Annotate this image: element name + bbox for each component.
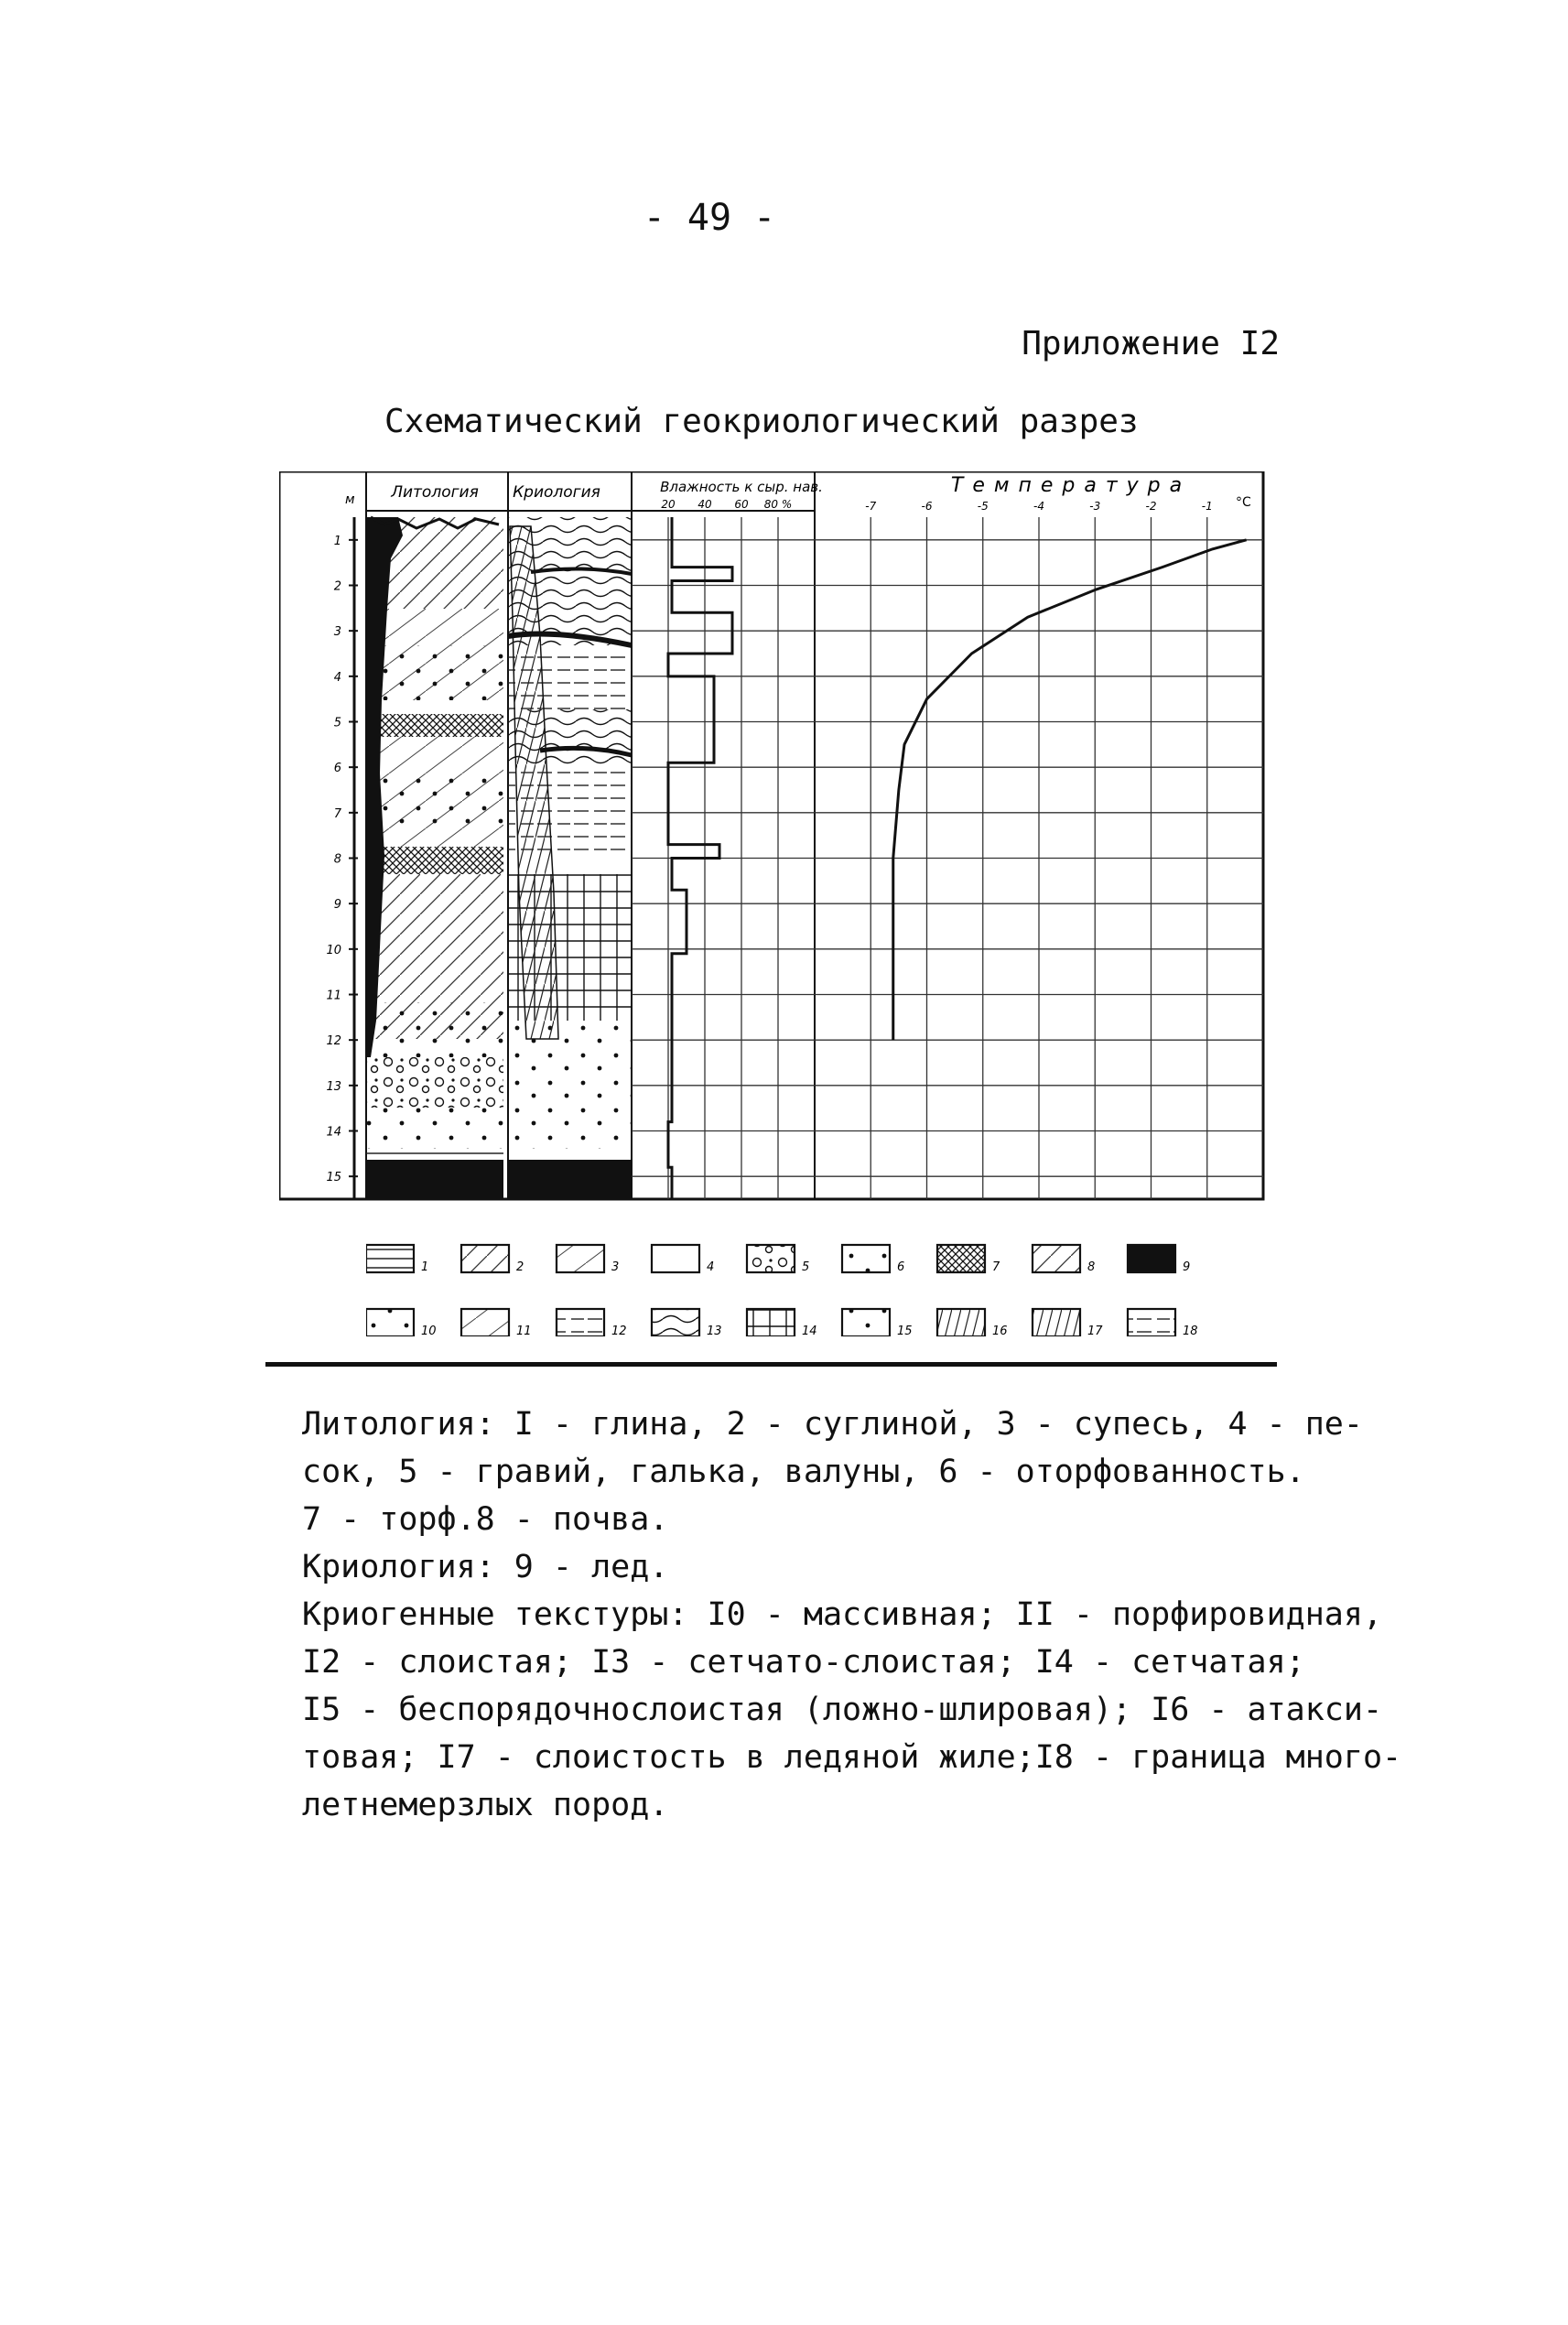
figure-title: Схематический геокриологический разрез: [384, 403, 1139, 440]
legend-number: 18: [1183, 1325, 1198, 1336]
legend-swatch: [937, 1245, 985, 1272]
legend-swatch: [1128, 1245, 1175, 1272]
legend-number: 3: [611, 1260, 620, 1274]
legend-number: 13: [707, 1325, 722, 1336]
legend-line: сок, 5 - гравий, галька, валуны, 6 - оторфованность.: [302, 1454, 1305, 1490]
legend-symbols: [366, 1236, 1245, 1336]
litho-layer-peaty: [366, 645, 503, 700]
chart-grid: [632, 517, 1263, 1199]
geocryological-section: [279, 471, 1268, 1204]
temperature-tick-label: -6: [921, 500, 933, 513]
moisture-tick-label: 40: [697, 498, 712, 511]
depth-tick-label: 7: [333, 806, 341, 821]
depth-tick-label: 2: [333, 579, 341, 594]
cryo-layer-massive: [508, 1021, 632, 1149]
cryology-column: [508, 517, 632, 1199]
lithology-column: [366, 517, 503, 1199]
depth-tick-label: 13: [326, 1079, 341, 1094]
legend-number: 10: [421, 1325, 437, 1336]
legend-number: 9: [1183, 1260, 1191, 1274]
legend-number: 8: [1087, 1260, 1096, 1274]
separator-rule: [265, 1362, 1277, 1367]
cryology-column-header: Криология: [513, 483, 600, 502]
legend-number: 16: [992, 1325, 1008, 1336]
legend-swatch: [366, 1245, 414, 1272]
depth-tick-label: 14: [326, 1125, 341, 1140]
temperature-tick-label: -3: [1089, 500, 1101, 513]
moisture-tick-label: 20: [661, 498, 676, 511]
legend-swatch: [557, 1245, 604, 1272]
legend-number: 6: [897, 1260, 905, 1274]
temperature-tick-label: -7: [865, 500, 877, 513]
moisture-axis-ticks: [661, 498, 792, 511]
legend-swatch: [652, 1309, 699, 1336]
depth-tick-label: 12: [326, 1034, 341, 1049]
moisture-tick-label: 80 %: [763, 498, 793, 511]
depth-tick-label: 15: [326, 1171, 341, 1185]
legend-number: 5: [802, 1260, 810, 1274]
depth-tick-label: 10: [326, 943, 341, 957]
litho-layer-peat-1: [366, 714, 503, 737]
legend-swatch: [842, 1309, 890, 1336]
cryo-layer-ice-bottom: [508, 1160, 632, 1199]
litho-layer-sand-2: [366, 1108, 503, 1149]
legend-number: 12: [611, 1325, 627, 1336]
depth-tick-label: 9: [333, 898, 341, 913]
litho-layer-peaty-2: [366, 773, 503, 828]
moisture-tick-label: 60: [734, 498, 749, 511]
temperature-axis-ticks: [865, 500, 1212, 513]
legend-swatch: [461, 1245, 509, 1272]
litho-layer-gravel: [366, 1057, 503, 1108]
legend-number: 4: [707, 1260, 715, 1274]
legend-line: Криогенные текстуры: I0 - массивная; II - порфировидная,: [302, 1596, 1383, 1633]
legend-number: 15: [897, 1325, 913, 1336]
temperature-tick-label: -1: [1201, 500, 1213, 513]
temperature-tick-label: -5: [977, 500, 989, 513]
legend-number: 11: [516, 1325, 532, 1336]
page-number: - 49 -: [643, 197, 776, 239]
legend-swatch: [842, 1245, 890, 1272]
legend-number: 7: [992, 1260, 1000, 1274]
depth-tick-label: 8: [333, 852, 341, 867]
depth-tick-label: 4: [333, 670, 341, 685]
legend-line: I5 - беспорядочнослоистая (ложно-шлировая); I6 - атакси-: [302, 1692, 1383, 1728]
depth-tick-label: 11: [326, 989, 341, 1003]
legend-line: Криология: 9 - лед.: [302, 1549, 669, 1585]
moisture-column-header: Влажность к сыр. нав.: [660, 479, 823, 495]
temperature-column-header: Температура: [950, 474, 1192, 497]
legend-number: 1: [421, 1260, 429, 1274]
litho-layer-sand: [366, 1002, 503, 1057]
legend-swatch: [1033, 1309, 1080, 1336]
legend-explanation: [302, 1400, 1402, 1829]
temperature-profile-line: [893, 540, 1247, 1040]
legend-line: Литология: I - глина, 2 - суглиной, 3 - супесь, 4 - пе-: [302, 1406, 1363, 1443]
depth-unit-label: м: [345, 492, 355, 507]
legend-line: I2 - слоистая; I3 - сетчато-слоистая; I4 - сетчатая;: [302, 1644, 1305, 1681]
legend-number: 14: [802, 1325, 817, 1336]
legend-swatch: [366, 1309, 414, 1336]
litho-layer-ice-bottom: [366, 1160, 503, 1199]
legend-line: летнемерзлых пород.: [302, 1787, 669, 1823]
appendix-label: Приложение I2: [1022, 325, 1280, 362]
legend-swatch: [652, 1245, 699, 1272]
legend-swatch: [1128, 1309, 1175, 1336]
legend-swatch: [461, 1309, 509, 1336]
legend-line: товая; I7 - слоистость в ледяной жиле;I8 - граница много-: [302, 1739, 1402, 1776]
legend-swatch: [747, 1309, 795, 1336]
depth-tick-label: 3: [333, 625, 341, 640]
legend-number: 2: [516, 1260, 524, 1274]
depth-tick-label: 6: [333, 762, 341, 776]
temperature-tick-label: -4: [1033, 500, 1044, 513]
legend-swatch: [937, 1309, 985, 1336]
legend-swatch: [747, 1245, 795, 1272]
temperature-unit: °С: [1236, 495, 1251, 510]
lithology-column-header: Литология: [391, 483, 479, 502]
depth-axis: [326, 517, 358, 1199]
depth-tick-label: 5: [333, 716, 341, 730]
litho-layer-clay: [366, 1149, 503, 1160]
litho-layer-peat-2: [366, 847, 503, 874]
depth-tick-label: 1: [333, 534, 341, 548]
legend-number: 17: [1087, 1325, 1103, 1336]
legend-swatch: [1033, 1245, 1080, 1272]
temperature-tick-label: -2: [1145, 500, 1157, 513]
legend-line: 7 - торф.8 - почва.: [302, 1501, 669, 1538]
legend-swatch: [557, 1309, 604, 1336]
